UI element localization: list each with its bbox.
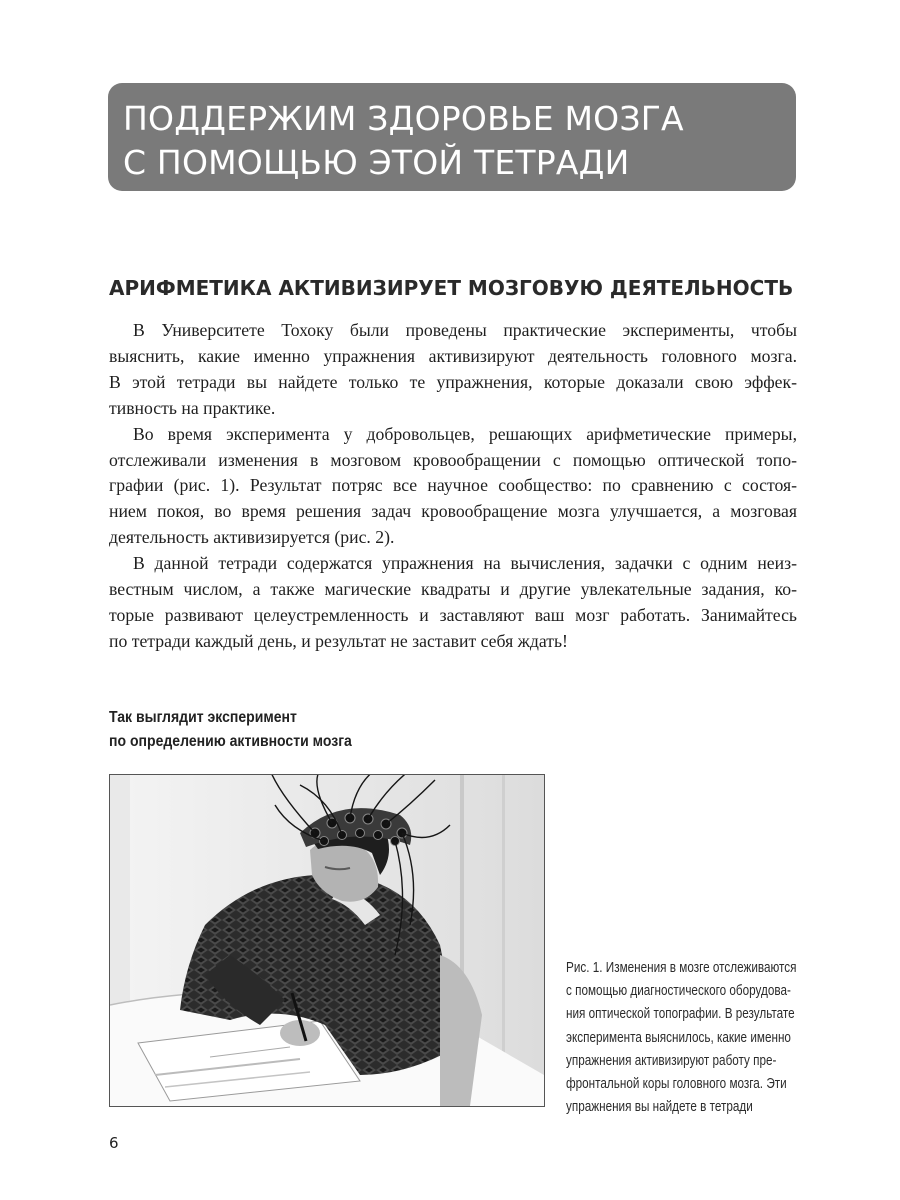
title-banner <box>108 83 796 191</box>
figure-title-line-1: Так выглядит эксперимент <box>109 709 297 726</box>
experiment-photo <box>109 774 545 1107</box>
paragraph-line-text: В Университете Тохоку были проведены практические эксперименты, чтобы <box>133 320 797 340</box>
paragraph-line-text: В данной тетради содержатся упражнения на вычисления, задачки с одним неиз- <box>133 553 797 574</box>
paragraph-line: деятельность активизируется (рис. 2). <box>109 527 395 548</box>
figure-title-line-2: по определению активности мозга <box>109 733 352 750</box>
paragraph-line: торые развивают целеустремленность и заставляют ваш мозг работать. Занимайтесь <box>109 604 797 625</box>
paragraph-line: нием покоя, во время решения задач кровообращение мозга улучшается, а мозговая <box>109 501 797 522</box>
paragraph-line: графии (рис. 1). Результат потряс все научное сообщество: по сравнению с состоя- <box>109 475 797 496</box>
page-number: 6 <box>109 1134 119 1152</box>
caption-line: с помощью диагностического оборудова- <box>566 983 791 1000</box>
caption-line: Рис. 1. Изменения в мозге отслеживаются <box>566 960 797 976</box>
figure-title <box>109 706 352 754</box>
caption-line: упражнения вы найдете в тетради <box>566 1099 753 1116</box>
paragraph-line: отслеживали изменения в мозговом кровообращении с помощью оптической топо- <box>109 449 797 470</box>
section-heading: АРИФМЕТИКА АКТИВИЗИРУЕТ МОЗГОВУЮ ДЕЯТЕЛЬНОСТЬ <box>109 276 794 300</box>
paragraph-line: по тетради каждый день, и результат не заставит себя ждать! <box>109 630 568 651</box>
paragraph-line <box>109 422 797 448</box>
paragraph-line: В этой тетради вы найдете только те упражнения, которые доказали свою эффек- <box>109 371 797 392</box>
body-text <box>109 318 797 655</box>
paragraph-2 <box>109 422 797 552</box>
paragraph-line <box>109 551 797 577</box>
caption-line: эксперимента выяснилось, какие именно <box>566 1029 791 1046</box>
paragraph-line <box>109 318 797 344</box>
paragraph-line: вестным числом, а также магические квадраты и другие увлекательные задания, ко- <box>109 579 797 600</box>
paragraph-line-text: Во время эксперимента у добровольцев, решающих арифметические примеры, <box>133 423 797 444</box>
paragraph-3 <box>109 551 797 655</box>
paragraph-1 <box>109 318 797 422</box>
paragraph-line: выяснить, какие именно упражнения активизируют деятельность головного мозга. <box>109 345 797 366</box>
caption-line: фронтальной коры головного мозга. Эти <box>566 1076 787 1093</box>
figure-caption <box>566 957 796 1119</box>
experiment-photo-illustration <box>110 775 544 1106</box>
caption-line: упражнения активизируют работу пре- <box>566 1052 777 1069</box>
caption-line: ния оптической топографии. В результате <box>566 1006 795 1023</box>
paragraph-line: тивность на практике. <box>109 397 276 418</box>
title-line-2: С ПОМОЩЬЮ ЭТОЙ ТЕТРАДИ <box>123 143 630 182</box>
title-line-1: ПОДДЕРЖИМ ЗДОРОВЬЕ МОЗГА <box>123 99 684 138</box>
